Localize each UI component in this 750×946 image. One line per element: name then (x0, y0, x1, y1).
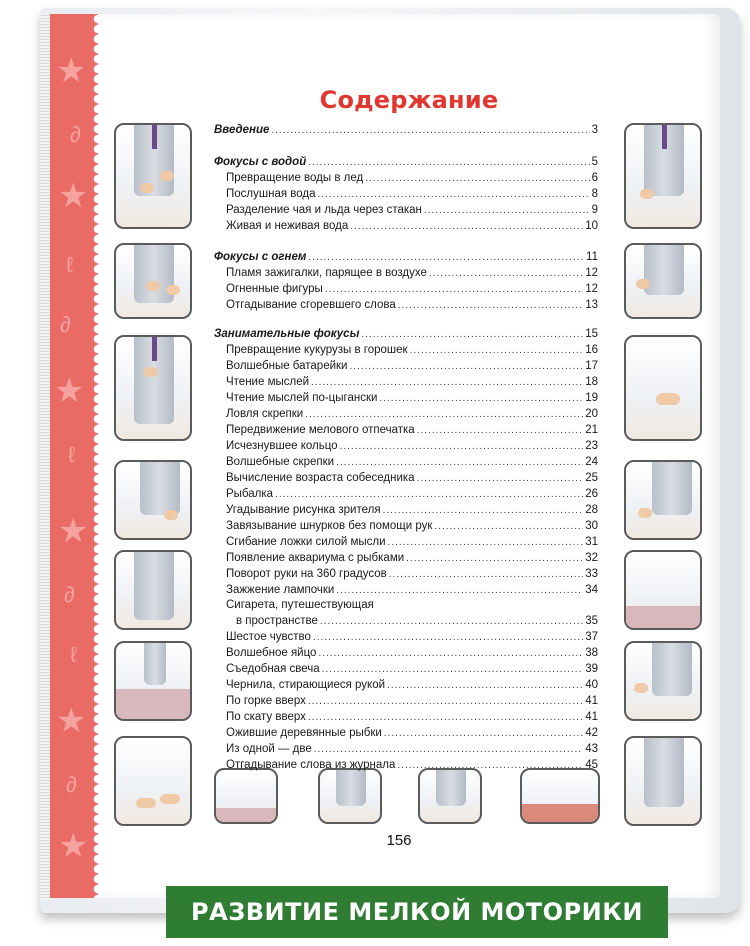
toc-leader (308, 712, 583, 723)
toc-leader (322, 664, 584, 675)
toc-page-number: 10 (585, 220, 598, 232)
toc-entry (166, 408, 598, 424)
toc-entry (166, 456, 598, 472)
toc-entry (166, 299, 598, 315)
toc-label: Введение (214, 124, 270, 136)
toc-entry (166, 520, 598, 536)
category-banner: РАЗВИТИЕ МЕЛКОЙ МОТОРИКИ (166, 886, 668, 938)
toc-label: Сгибание ложки силой мысли (226, 536, 386, 548)
toc-leader (350, 221, 583, 232)
toc-leader (325, 284, 583, 295)
toc-label: Превращение кукурузы в горошек (226, 344, 408, 356)
toc-entry (166, 647, 598, 663)
toc-label: Послушная вода (226, 188, 316, 200)
toc-page-number: 24 (585, 456, 598, 468)
toc-entry (166, 727, 598, 743)
perforated-edge (93, 14, 98, 898)
toc-label: Появление аквариума с рыбками (226, 552, 405, 564)
toc-label: Разделение чая и льда через стакан (226, 204, 422, 216)
toc-entry (166, 360, 598, 376)
toc-page-number: 38 (585, 647, 598, 659)
swirl-icon: ∂ (70, 122, 81, 147)
toc-label: По горке вверх (226, 695, 306, 707)
illustration-candle-stand (214, 768, 278, 824)
toc-leader (398, 300, 583, 311)
swirl-icon: ∂ (66, 772, 77, 797)
toc-leader (429, 268, 583, 279)
toc-label: Передвижение мелового отпечатка (226, 424, 415, 436)
toc-leader (424, 205, 590, 216)
toc-page-number: 15 (585, 328, 598, 340)
toc-label: Рыбалка (226, 488, 274, 500)
star-icon: ★ (58, 512, 89, 550)
toc-page-number: 12 (585, 283, 598, 295)
toc-label: Сигарета, путешествующая (226, 599, 374, 611)
illustration-aquarium (624, 550, 702, 630)
toc-label: Завязывание шнурков без помощи рук (226, 520, 433, 532)
toc-label: Превращение воды в лед (226, 172, 364, 184)
page-title: Содержание (319, 86, 499, 114)
toc-label: Ловля скрепки (226, 408, 304, 420)
swirl-icon: ℓ (68, 442, 76, 467)
toc-leader (311, 377, 583, 388)
toc-leader (275, 489, 583, 500)
toc-entry (166, 188, 598, 204)
illustration-ink-paper (624, 641, 702, 721)
toc-leader (397, 760, 583, 771)
toc-page-number: 35 (585, 615, 598, 627)
toc-label: Волшебные батарейки (226, 360, 348, 372)
toc-entry (166, 172, 598, 188)
swirl-icon: ∂ (64, 582, 75, 607)
toc-leader (314, 744, 583, 755)
toc-page-number: 31 (585, 536, 598, 548)
toc-label: Фокусы с водой (214, 156, 307, 168)
toc-label: Фокусы с огнем (214, 251, 307, 263)
toc-leader (410, 345, 584, 356)
toc-entry (166, 204, 598, 220)
toc-entry (166, 472, 598, 488)
toc-leader (308, 252, 584, 263)
page-number: 156 (386, 832, 412, 849)
toc-label: Поворот руки на 360 градусов (226, 568, 387, 580)
toc-leader (336, 457, 583, 468)
illustration-fire-figures (624, 243, 702, 319)
illustration-jacket (624, 736, 702, 826)
swirl-icon: ℓ (66, 252, 74, 277)
toc-leader (365, 173, 589, 184)
toc-entry (166, 504, 598, 520)
toc-leader (349, 361, 583, 372)
toc-page-number: 18 (585, 376, 598, 388)
toc-label: Занимательные фокусы (214, 328, 360, 340)
toc-page-number: 16 (585, 344, 598, 356)
toc-page-number: 41 (585, 695, 598, 707)
toc-leader (308, 157, 589, 168)
star-icon: ★ (54, 372, 85, 410)
toc-page-number: 34 (585, 584, 598, 596)
toc-leader (384, 728, 583, 739)
toc-label: Огненные фигуры (226, 283, 323, 295)
toc-label: Чернила, стирающиеся рукой (226, 679, 386, 691)
toc-leader (305, 409, 583, 420)
toc-page-number: 11 (586, 251, 598, 263)
toc-leader (417, 425, 584, 436)
toc-page-number: 41 (585, 711, 598, 723)
toc-page-number: 32 (585, 552, 598, 564)
toc-leader (388, 537, 584, 548)
toc-entry (166, 663, 598, 679)
toc-entry (166, 392, 598, 408)
toc-section (166, 251, 598, 267)
toc-leader (387, 680, 583, 691)
toc-page-number: 45 (585, 759, 598, 771)
toc-label: в пространстве (236, 615, 318, 627)
toc-entry (166, 267, 598, 283)
toc-entry (166, 695, 598, 711)
illustration-arm-ring (624, 335, 702, 441)
toc-page-number: 17 (585, 360, 598, 372)
toc-label: Пламя зажигалки, парящее в воздухе (226, 267, 427, 279)
toc-label: Из одной — две (226, 743, 312, 755)
toc-leader (383, 505, 584, 516)
toc-page-number: 21 (585, 424, 598, 436)
toc-page-number: 43 (585, 743, 598, 755)
toc-label: Отгадывание сгоревшего слова (226, 299, 396, 311)
toc-entry (166, 615, 598, 631)
toc-page-number: 40 (585, 679, 598, 691)
toc-leader (318, 189, 590, 200)
toc-entry (166, 283, 598, 299)
toc-leader (340, 441, 584, 452)
toc-leader (389, 569, 583, 580)
toc-entry (166, 220, 598, 236)
toc-label: Исчезнувшее кольцо (226, 440, 338, 452)
toc-entry (166, 584, 598, 600)
illustration-ice-glass (624, 123, 702, 229)
toc-leader (313, 632, 583, 643)
toc-label: Угадывание рисунка зрителя (226, 504, 381, 516)
toc-page-number: 6 (591, 172, 598, 184)
star-icon: ★ (56, 52, 87, 90)
toc-label: Живая и неживая вода (226, 220, 349, 232)
toc-label: Шестое чувство (226, 631, 311, 643)
swirl-icon: ∂ (60, 312, 71, 337)
swirl-icon: ℓ (70, 642, 78, 667)
toc-page-number: 13 (585, 299, 598, 311)
toc-section (166, 124, 598, 140)
decorative-strip (50, 14, 98, 898)
toc-page-number: 19 (585, 392, 598, 404)
toc-page-number: 12 (585, 267, 598, 279)
toc-label: Чтение мыслей (226, 376, 310, 388)
toc-section (166, 328, 598, 344)
toc-entry (166, 679, 598, 695)
toc-leader (361, 329, 583, 340)
toc-leader (308, 696, 583, 707)
toc-entry (166, 440, 598, 456)
toc-label: Чтение мыслей по-цыгански (226, 392, 378, 404)
toc-entry (166, 743, 598, 759)
toc-page-number: 26 (585, 488, 598, 500)
toc-label: Ожившие деревянные рыбки (226, 727, 382, 739)
toc-entry (166, 568, 598, 584)
toc-entry (166, 344, 598, 360)
toc-leader (318, 648, 583, 659)
toc-page-number: 25 (585, 472, 598, 484)
toc-entry (166, 759, 598, 775)
toc-leader (379, 393, 583, 404)
illustration-wooden-fish (520, 768, 600, 824)
toc-entry (166, 711, 598, 727)
toc-entry (166, 536, 598, 552)
toc-label: Волшебное яйцо (226, 647, 317, 659)
toc-leader (417, 473, 584, 484)
toc-label: Вычисление возраста собеседника (226, 472, 415, 484)
star-icon: ★ (56, 702, 87, 740)
toc-entry (166, 599, 598, 615)
toc-page-number: 28 (585, 504, 598, 516)
toc-page-number: 9 (591, 204, 598, 216)
toc-label: Волшебные скрепки (226, 456, 335, 468)
star-icon: ★ (58, 827, 89, 865)
toc-leader (320, 616, 583, 627)
toc-page-number: 20 (585, 408, 598, 420)
toc-page-number: 42 (585, 727, 598, 739)
star-icon: ★ (58, 177, 89, 215)
illustration-magician-small-1 (318, 768, 382, 824)
toc-leader (406, 553, 583, 564)
toc-entry (166, 424, 598, 440)
toc-entry (166, 631, 598, 647)
toc-label: Зажжение лампочки (226, 584, 335, 596)
toc-page-number: 30 (585, 520, 598, 532)
toc-page-number: 8 (591, 188, 598, 200)
toc-label: Отгадывание слова из журнала (226, 759, 396, 771)
toc-section (166, 156, 598, 172)
toc-page-number: 33 (585, 568, 598, 580)
toc-entry (166, 488, 598, 504)
toc-entry (166, 376, 598, 392)
toc-leader (336, 585, 583, 596)
illustration-drawing-guess (624, 460, 702, 540)
toc-page-number: 5 (591, 156, 598, 168)
toc-label: По скату вверх (226, 711, 306, 723)
toc-leader (271, 125, 589, 136)
toc-leader (434, 521, 583, 532)
toc-page-number: 3 (591, 124, 598, 136)
toc-label: Съедобная свеча (226, 663, 320, 675)
toc-page-number: 37 (585, 631, 598, 643)
toc-entry (166, 552, 598, 568)
toc-page-number: 23 (585, 440, 598, 452)
illustration-magician-small-2 (418, 768, 482, 824)
toc-page-number: 39 (585, 663, 598, 675)
